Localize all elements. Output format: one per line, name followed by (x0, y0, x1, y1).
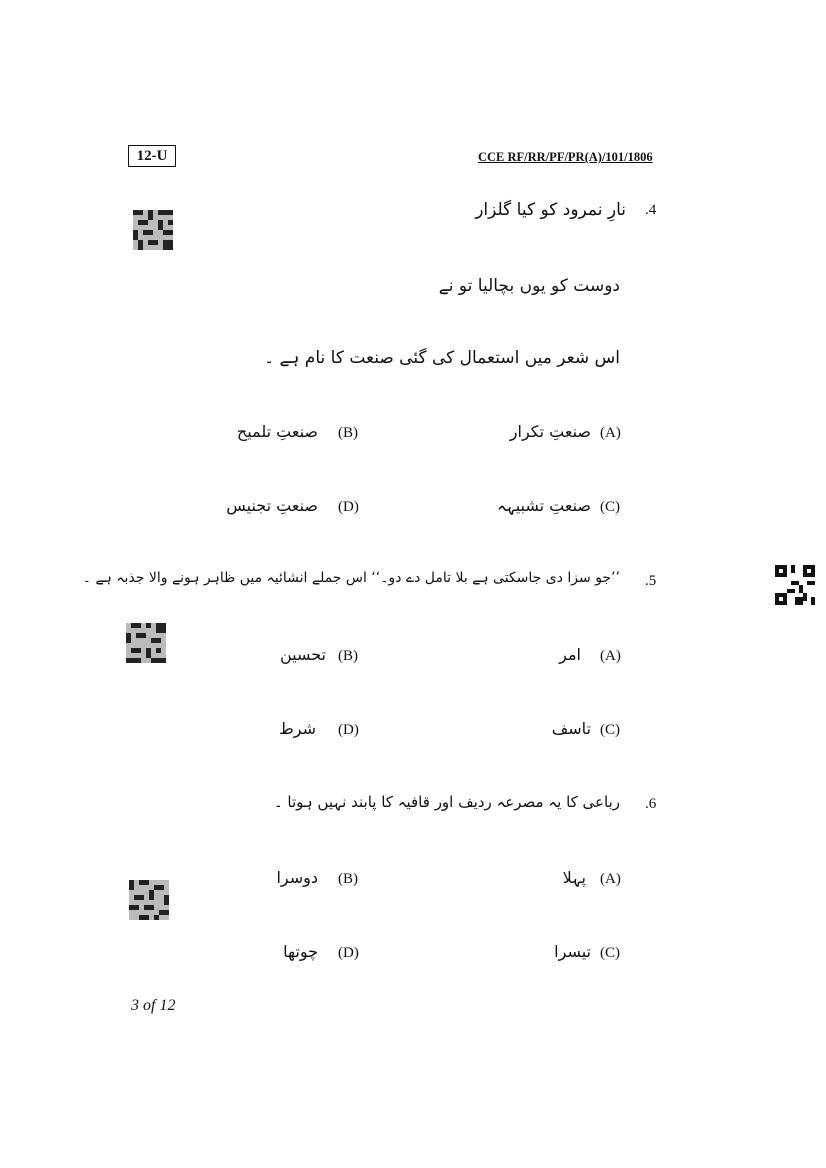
qr-code-icon (775, 565, 815, 605)
q5-option-b-label: (B) (338, 648, 358, 664)
subject-code: 12-U (136, 147, 168, 164)
q6-option-d-label: (D) (338, 945, 359, 961)
question-6-line-1: رباعی کا یہ مصرعہ ردیف اور قافیہ کا پابند نہیں ہوتا ۔ (273, 793, 620, 811)
qr-code-icon (126, 623, 166, 663)
question-4-line-3: اس شعر میں استعمال کی گئی صنعت کا نام ہے ۔ (264, 348, 620, 368)
question-4-line-2: دوست کو یوں بچالیا تو نے (438, 276, 620, 296)
question-5-number: .5 (645, 573, 657, 589)
q4-option-d-label: (D) (338, 499, 359, 515)
q6-option-a-text: پہلا (562, 868, 586, 887)
paper-code: CCE RF/RR/PF/PR(A)/101/1806 (478, 150, 653, 164)
question-6-number: .6 (645, 796, 657, 812)
q5-option-c-label: (C) (600, 722, 620, 738)
q4-option-b-label: (B) (338, 425, 358, 441)
q6-option-d-text: چوتھا (283, 942, 318, 961)
q4-option-b-text: صنعتِ تلمیح (236, 422, 318, 441)
qr-code-icon (133, 210, 173, 250)
q6-option-c-text: تیسرا (554, 942, 591, 961)
q6-option-c-label: (C) (600, 945, 620, 961)
question-5-line-1: ’’جو سزا دی جاسکتی ہے بلا تامل دے دو۔‘‘ اس جملے انشائیہ میں ظاہر ہونے والا جذبہ ہے ۔ (82, 570, 620, 586)
q4-option-c-label: (C) (600, 499, 620, 515)
q4-option-a-text: صنعتِ تکرار (509, 422, 591, 441)
qr-code-icon (129, 880, 169, 920)
q5-option-d-text: شرط (278, 719, 316, 738)
q5-option-a-label: (A) (600, 648, 621, 664)
q4-option-c-text: صنعتِ تشبیہہ (496, 496, 591, 515)
question-4-number: .4 (645, 202, 657, 218)
q6-option-b-text: دوسرا (276, 868, 318, 887)
page-number: 3 of 12 (131, 997, 176, 1014)
q4-option-a-label: (A) (600, 425, 621, 441)
subject-code-box (128, 145, 176, 167)
q4-option-d-text: صنعتِ تجنیس (226, 496, 318, 515)
q5-option-d-label: (D) (338, 722, 359, 738)
q6-option-a-label: (A) (600, 871, 621, 887)
q6-option-b-label: (B) (338, 871, 358, 887)
q5-option-a-text: امر (559, 645, 581, 664)
question-4-line-1: نارِ نمرود کو کیا گلزار (475, 200, 626, 220)
q5-option-b-text: تحسین (279, 645, 326, 664)
q5-option-c-text: تاسف (551, 719, 591, 738)
